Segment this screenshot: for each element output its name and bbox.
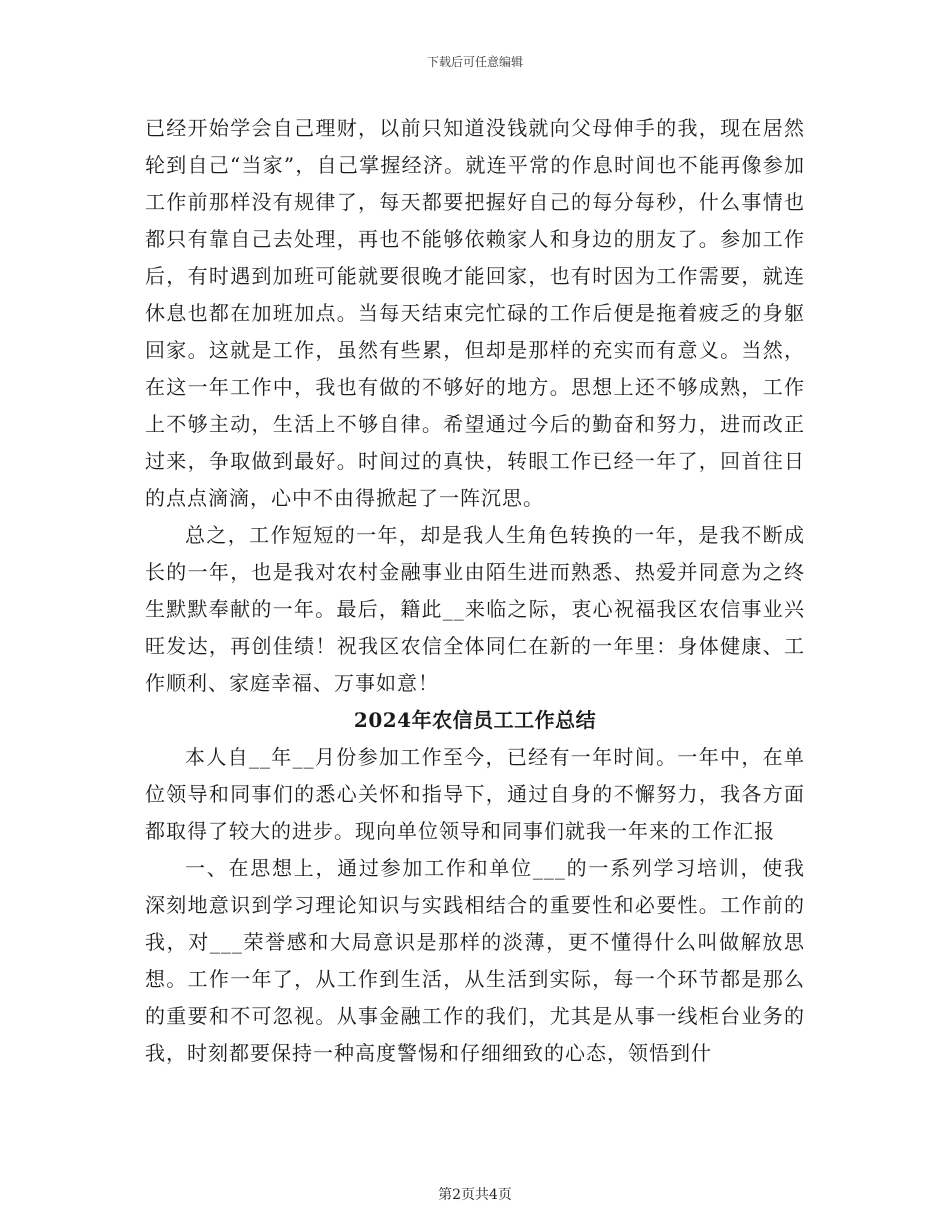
paragraph-thought: 一、在思想上，通过参加工作和单位___的一系列学习培训，使我深刻地意识到学习理论知识与实践相结合的重要性和必要性。工作前的我，对___荣誉感和大局意识是那样的淡薄，更不懂得什么叫做解放思想。工作一年了，从工作到生活，从生活到实际，每一个环节都是那么的重要和不可忽视。从事金融工作的我们，尤其是从事一线柜台业务的我，时刻都要保持一种高度警惕和仔细细致的心态，领悟到什 <box>145 856 805 1065</box>
page-number: 第2页共4页 <box>438 1187 512 1203</box>
paragraph-intro: 本人自__年__月份参加工作至今，已经有一年时间。一年中，在单位领导和同事们的悉心关怀和指导下，通过自身的不懈努力，我各方面都取得了较大的进步。现向单位领导和同事们就我一年来的工作汇报 <box>145 745 805 843</box>
paragraph-conclusion: 总之，工作短短的一年，却是我人生角色转换的一年，是我不断成长的一年，也是我对农村金融事业由陌生进而熟悉、热爱并同意为之终生默默奉献的一年。最后，籍此__来临之际，衷心祝福我区农信事业兴旺发达，再创佳绩！祝我区农信全体同仁在新的一年里：身体健康、工作顺利、家庭幸福、万事如意！ <box>145 523 805 695</box>
section-title: 2024年农信员工工作总结 <box>353 708 597 732</box>
page-header: 下载后可任意编辑 <box>426 55 523 69</box>
document-body <box>145 110 805 1072</box>
paragraph-continuation: 已经开始学会自己理财，以前只知道没钱就向父母伸手的我，现在居然轮到自己“当家”，自己掌握经济。就连平常的作息时间也不能再像参加工作前那样没有规律了，每天都要把握好自己的每分每秒，什么事情也都只有靠自己去处理，再也不能够依赖家人和身边的朋友了。参加工作后，有时遇到加班可能就要很晚才能回家，也有时因为工作需要，就连休息也都在加班加点。当每天结束完忙碌的工作后便是拖着疲乏的身躯回家。这就是工作，虽然有些累，但却是那样的充实而有意义。当然，在这一年工作中，我也有做的不够好的地方。思想上还不够成熟，工作上不够主动，生活上不够自律。希望通过今后的勤奋和努力，进而改正过来，争取做到最好。时间过的真快，转眼工作已经一年了，回首往日的点点滴滴，心中不由得掀起了一阵沉思。 <box>145 116 805 510</box>
